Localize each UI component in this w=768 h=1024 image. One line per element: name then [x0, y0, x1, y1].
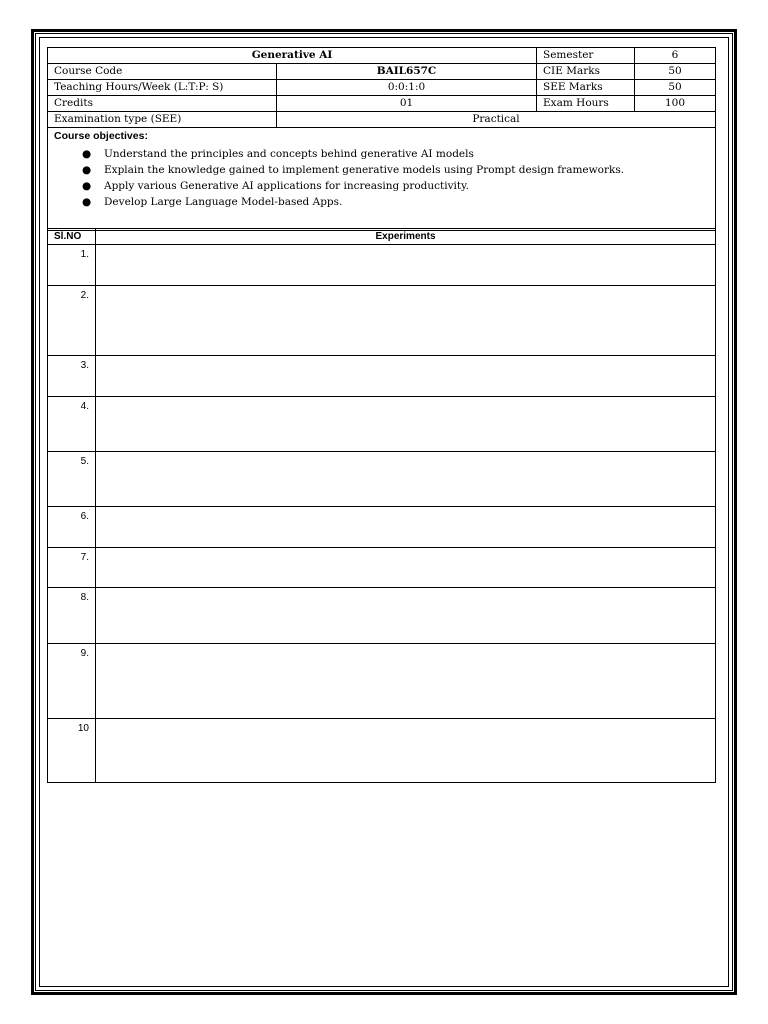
experiment-cell	[96, 245, 716, 286]
table-row	[48, 588, 716, 644]
teaching-hours-label: Teaching Hours/Week (L:T:P: S)	[48, 80, 277, 96]
course-objectives-title: Course objectives:	[54, 130, 148, 142]
experiments-header: Experiments	[96, 229, 716, 245]
course-objectives-cell	[48, 128, 716, 231]
experiment-cell	[96, 548, 716, 588]
exam-hours-label: Exam Hours	[537, 96, 635, 112]
course-info-table	[47, 47, 716, 231]
table-row	[48, 48, 716, 64]
list-item	[82, 178, 709, 194]
row-number: 4.	[48, 397, 96, 452]
teaching-hours-value: 0:0:1:0	[277, 80, 537, 96]
objective-text: Explain the knowledge gained to implement generative models using Prompt design frameworks.	[104, 164, 625, 176]
table-row	[48, 112, 716, 128]
experiment-cell	[96, 356, 716, 397]
row-number: 1.	[48, 245, 96, 286]
experiment-cell	[96, 286, 716, 356]
see-marks-label: SEE Marks	[537, 80, 635, 96]
table-row	[48, 128, 716, 231]
table-row	[48, 80, 716, 96]
semester-value: 6	[635, 48, 716, 64]
table-row	[48, 286, 716, 356]
row-number: 6.	[48, 507, 96, 548]
course-title: Generative AI	[48, 48, 537, 64]
experiment-cell	[96, 452, 716, 507]
exam-type-label: Examination type (SEE)	[48, 112, 277, 128]
slno-header: Sl.NO	[48, 229, 96, 245]
credits-value: 01	[277, 96, 537, 112]
credits-label: Credits	[48, 96, 277, 112]
objective-text: Develop Large Language Model-based Apps.	[104, 196, 343, 208]
experiment-cell	[96, 719, 716, 783]
objectives-list	[54, 146, 709, 210]
table-row	[48, 397, 716, 452]
course-code-value: BAIL657C	[277, 64, 537, 80]
table-row	[48, 96, 716, 112]
experiment-cell	[96, 507, 716, 548]
row-number: 10	[48, 719, 96, 783]
semester-label: Semester	[537, 48, 635, 64]
course-code-label: Course Code	[48, 64, 277, 80]
table-row	[48, 507, 716, 548]
bullet-icon: ●	[82, 148, 92, 160]
exam-hours-value: 100	[635, 96, 716, 112]
row-number: 5.	[48, 452, 96, 507]
experiments-table	[47, 228, 716, 783]
table-row	[48, 548, 716, 588]
cie-marks-label: CIE Marks	[537, 64, 635, 80]
table-row	[48, 64, 716, 80]
list-item	[82, 162, 709, 178]
table-row	[48, 452, 716, 507]
row-number: 7.	[48, 548, 96, 588]
exam-type-value: Practical	[277, 112, 716, 128]
bullet-icon: ●	[82, 164, 92, 176]
table-header-row	[48, 229, 716, 245]
row-number: 3.	[48, 356, 96, 397]
experiment-cell	[96, 644, 716, 719]
table-row	[48, 245, 716, 286]
list-item	[82, 194, 709, 210]
cie-marks-value: 50	[635, 64, 716, 80]
bullet-icon: ●	[82, 196, 92, 208]
table-row	[48, 356, 716, 397]
row-number: 2.	[48, 286, 96, 356]
experiment-cell	[96, 397, 716, 452]
table-row	[48, 719, 716, 783]
table-row	[48, 644, 716, 719]
experiment-cell	[96, 588, 716, 644]
see-marks-value: 50	[635, 80, 716, 96]
objective-text: Apply various Generative AI applications for increasing productivity.	[104, 180, 469, 192]
list-item	[82, 146, 709, 162]
row-number: 9.	[48, 644, 96, 719]
row-number: 8.	[48, 588, 96, 644]
objective-text: Understand the principles and concepts behind generative AI models	[104, 148, 474, 160]
bullet-icon: ●	[82, 180, 92, 192]
